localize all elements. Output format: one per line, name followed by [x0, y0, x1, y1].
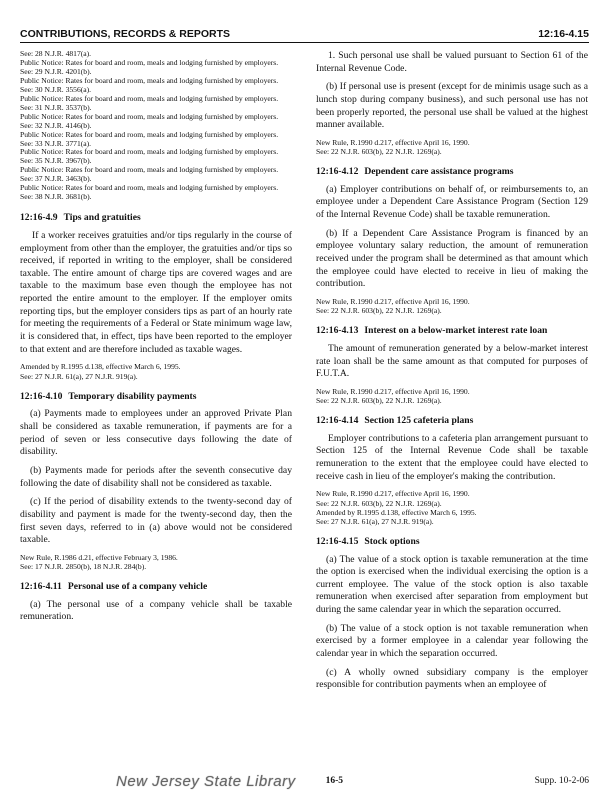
section-number: 12:16-4.10 — [20, 390, 63, 402]
source-note — [316, 297, 588, 315]
source-line: New Rule, R.1990 d.217, effective April 16, 1990. — [316, 297, 470, 307]
section-number: 12:16-4.14 — [316, 415, 359, 427]
source-line: See: 22 N.J.R. 603(b), 22 N.J.R. 1269(a). — [316, 306, 442, 316]
paragraph: (c) A wholly owned subsidiary company is the employer responsible for contribution payments when an employee of — [316, 666, 588, 691]
section-number: 12:16-4.13 — [316, 325, 359, 337]
left-column — [20, 50, 292, 630]
source-line: New Rule, R.1990 d.217, effective April 16, 1990. — [316, 137, 470, 147]
right-column — [316, 50, 588, 698]
history-note: See: 38 N.J.R. 3681(b). — [20, 192, 92, 202]
paragraph: (a) Employer contributions on behalf of, or reimbursements to, an employee under a Dependent Care Assistance Program (Section 129 of the Internal Revenue Code) shall be taxable remuneration. — [316, 183, 588, 221]
source-line: Amended by R.1995 d.138, effective March 6, 1995. — [316, 507, 477, 517]
source-line: New Rule, R.1990 d.217, effective April 16, 1990. — [316, 386, 470, 396]
source-line: See: 17 N.J.R. 2850(b), 18 N.J.R. 284(b). — [20, 561, 147, 571]
section-title: Stock options — [364, 535, 420, 547]
section-number: 12:16-4.12 — [316, 166, 359, 178]
section-heading-4-9 — [20, 212, 292, 225]
paragraph: (a) The personal use of a company vehicle shall be taxable remuneration. — [20, 598, 292, 623]
section-title: Personal use of a company vehicle — [67, 581, 208, 593]
history-note: Public Notice: Rates for board and room, meals and lodging furnished by employers. — [20, 75, 279, 85]
header-section: 12:16-4.15 — [538, 28, 589, 40]
history-note: Public Notice: Rates for board and room, meals and lodging furnished by employers. — [20, 165, 279, 175]
history-note: Public Notice: Rates for board and room, meals and lodging furnished by employers. — [20, 183, 279, 193]
history-note: See: 33 N.J.R. 3771(a). — [20, 138, 92, 148]
paragraph: Employer contributions to a cafeteria plan arrangement pursuant to Section 125 of the Internal Revenue Code shall be taxable remuneration to the extent that the employee could have elected to receive cash in lieu of the employer's making the contribution. — [316, 432, 588, 482]
section-heading-4-15 — [316, 536, 588, 549]
history-note: Public Notice: Rates for board and room, meals and lodging furnished by employers. — [20, 147, 279, 157]
supplement-date: Supp. 10-2-06 — [534, 776, 589, 786]
source-note — [316, 387, 588, 405]
paragraph: (a) The value of a stock option is taxable remuneration at the time the option is exercised when the individual exercising the option is a current employee. The value of the stock option is also taxable remuneration when exercised after separation from employment but during the same calendar year in which the separation occurred. — [316, 553, 588, 616]
section-title: Tips and gratuities — [63, 212, 141, 224]
section-heading-4-14 — [316, 415, 588, 428]
paragraph: (b) If a Dependent Care Assistance Program is financed by an employee voluntary salary reduction, the amount of remuneration received under the program shall be determined as that amount which the employee could have elected to receive in lieu of making the contribution. — [316, 227, 588, 290]
section-number: 12:16-4.15 — [316, 535, 359, 547]
section-heading-4-12 — [316, 166, 588, 179]
history-note: Public Notice: Rates for board and room, meals and lodging furnished by employers. — [20, 57, 279, 67]
history-note: Public Notice: Rates for board and room, meals and lodging furnished by employers. — [20, 93, 279, 103]
paragraph: 1. Such personal use shall be valued pursuant to Section 61 of the Internal Revenue Code. — [316, 50, 588, 74]
page-footer — [20, 770, 589, 792]
paragraph: If a worker receives gratuities and/or tips regularly in the course of employment from other than the employer, the gratuities and/or tips so received, if reported in writing to the employer, shall be considered taxable. The entire amount of charge tips are covered wages and are taxable to the maximum base even though the employee has not reported the entire amount to the employer. If the employer omits reporting tips, but the employer considers tips as part of an hourly rate for meeting the requirements of a Federal or State minimum wage law, it is considered that, in effect, tips have been reported to the employer to that extent and are therefore included as taxable wages. — [20, 229, 292, 355]
history-note: See: 37 N.J.R. 3463(b). — [20, 174, 92, 184]
source-line: See: 27 N.J.R. 61(a), 27 N.J.R. 919(a). — [20, 371, 138, 381]
section-title: Dependent care assistance programs — [364, 166, 514, 178]
paragraph: (b) Payments made for periods after the seventh consecutive day following the date of disability shall not be considered as taxable. — [20, 464, 292, 489]
section-number: 12:16-4.11 — [20, 581, 62, 593]
section-title: Section 125 cafeteria plans — [364, 415, 474, 427]
history-note: Public Notice: Rates for board and room, meals and lodging furnished by employers. — [20, 111, 279, 121]
source-note — [316, 138, 588, 156]
history-note: See: 28 N.J.R. 4817(a). — [20, 49, 92, 58]
source-line: New Rule, R.1990 d.217, effective April 16, 1990. — [316, 489, 470, 499]
section-title: Temporary disability payments — [68, 390, 197, 402]
source-note — [20, 553, 292, 571]
source-note — [20, 362, 292, 380]
source-line: See: 22 N.J.R. 603(b), 22 N.J.R. 1269(a). — [316, 396, 442, 406]
source-note — [316, 489, 588, 525]
library-watermark: New Jersey State Library — [116, 772, 296, 790]
history-note: Public Notice: Rates for board and room, meals and lodging furnished by employers. — [20, 129, 279, 139]
section-title: Interest on a below-market interest rate loan — [364, 325, 548, 337]
history-note: See: 29 N.J.R. 4201(b). — [20, 66, 92, 76]
source-line: See: 22 N.J.R. 603(b), 22 N.J.R. 1269(a). — [316, 498, 442, 508]
section-heading-4-10 — [20, 391, 292, 404]
paragraph: (b) The value of a stock option is not taxable remuneration when exercised by a former employee in a calendar year following the calendar year in which the separation occurred. — [316, 622, 588, 660]
history-note: See: 35 N.J.R. 3967(b). — [20, 156, 92, 166]
source-line: See: 22 N.J.R. 603(b), 22 N.J.R. 1269(a). — [316, 147, 442, 157]
paragraph: (c) If the period of disability extends to the twenty-second day of disability and payment is made for the twenty-second day, then the first seven days, referred to in (a) above would not be considered taxable. — [20, 496, 292, 546]
history-note: See: 32 N.J.R. 4146(b). — [20, 120, 92, 130]
source-line: New Rule, R.1986 d.21, effective February 3, 1986. — [20, 552, 178, 562]
paragraph: (b) If personal use is present (except for de minimis usage such as a lunch stop during company business), and such personal use has not been properly reported, the personal use shall be valued at the highest manner available. — [316, 81, 588, 131]
source-line: Amended by R.1995 d.138, effective March 6, 1995. — [20, 362, 181, 372]
history-note: See: 30 N.J.R. 3556(a). — [20, 84, 92, 94]
source-line: See: 27 N.J.R. 61(a), 27 N.J.R. 919(a). — [316, 516, 434, 526]
running-header — [20, 22, 589, 43]
section-heading-4-13 — [316, 325, 588, 338]
section-heading-4-11 — [20, 581, 292, 594]
header-title: CONTRIBUTIONS, RECORDS & REPORTS — [20, 28, 231, 40]
history-note: See: 31 N.J.R. 3537(b). — [20, 102, 92, 112]
paragraph: (a) Payments made to employees under an approved Private Plan shall be considered as taxable remuneration, if payments are for a period of seven or less consecutive days following the date of disability. — [20, 408, 292, 458]
paragraph: The amount of remuneration generated by a below-market interest rate loan shall be the same amount as that computed for purposes of F.U.T.A. — [316, 342, 588, 380]
page-number: 16-5 — [325, 776, 343, 786]
history-notes — [20, 50, 292, 202]
section-number: 12:16-4.9 — [20, 212, 58, 224]
